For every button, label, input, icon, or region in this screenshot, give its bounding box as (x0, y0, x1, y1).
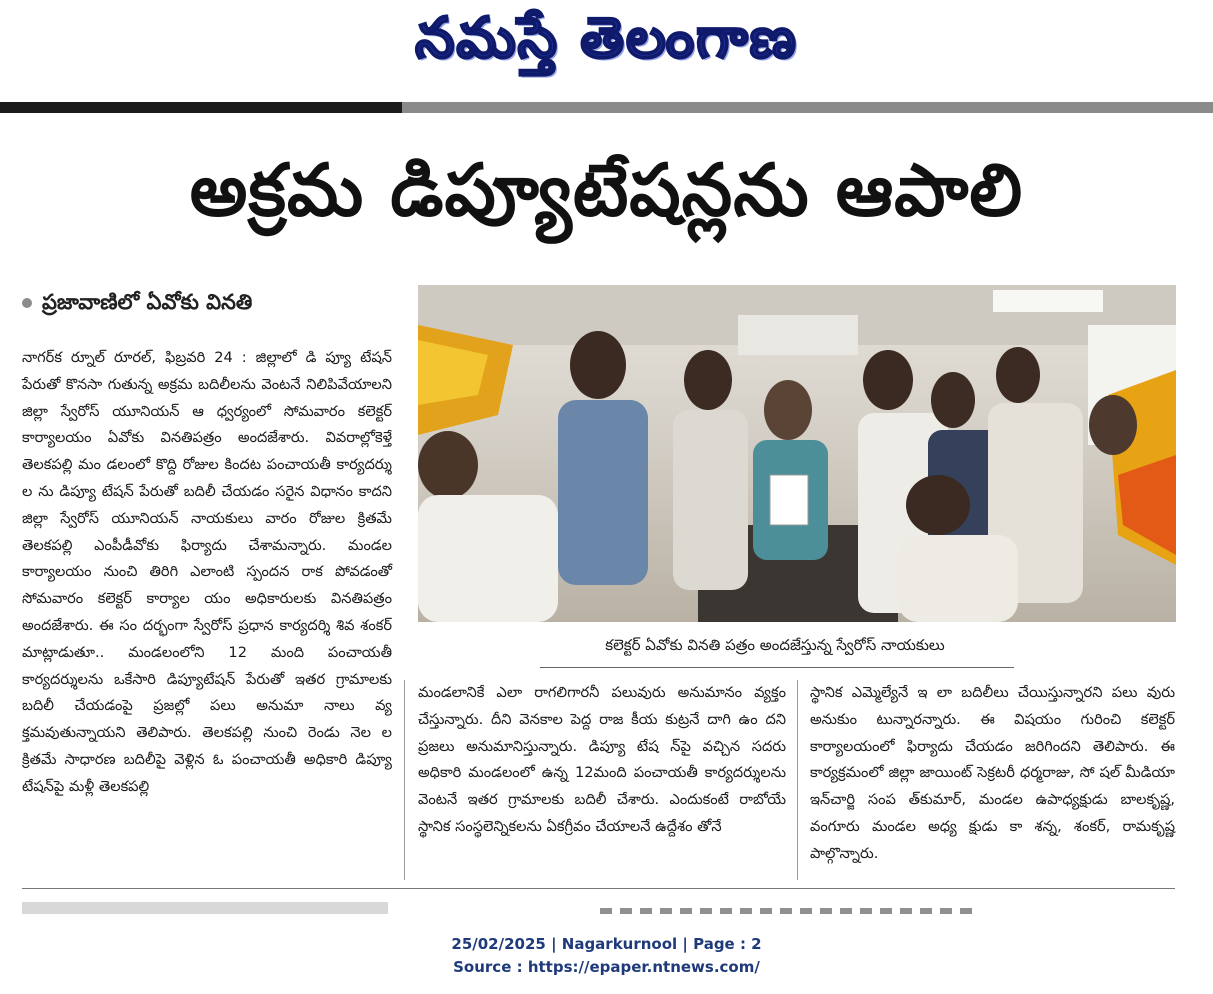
article-column-2 (418, 680, 786, 841)
column-2-text: మండలానికే ఎలా రాగలిగారనీ పలువురు అనుమానం వ్యక్తం చేస్తున్నారు. దీని వెనకాల పెద్ద రాజ కీయ కుట్రనే దాగి ఉం దని ప్రజలు అనుమానిస్తున్నారు. డిప్యూ టేష న్‌పై వచ్చిన సదరు అధికారి మండలంలో ఉన్న 12మంది పంచాయతీ కార్యదర్శులను వెంటనే ఇతర గ్రామాలకు బదిలీ చేశారు. ఎందుకంటే రాబోయే స్థానిక సంస్థలెన్నికలను ఏకగ్రీవం చేయాలనే ఉద్దేశం తోనే (418, 684, 786, 835)
column-divider-2 (797, 680, 798, 880)
footer-source-line: Source : https://epaper.ntnews.com/ (453, 958, 760, 976)
cropped-strip (22, 902, 388, 914)
article-column-3 (810, 680, 1175, 868)
column-divider-1 (404, 680, 405, 880)
masthead-rule-grey (402, 102, 1213, 113)
article-photo (418, 285, 1176, 622)
footer-date-line: 25/02/2025 | Nagarkurnool | Page : 2 (451, 935, 762, 953)
photo-illustration (418, 285, 1176, 622)
bullet-icon (22, 298, 32, 308)
bottom-rule (22, 888, 1175, 889)
photo-caption: కలెక్టర్ ఏవోకు వినతి పత్రం అందజేస్తున్న స్వేరోస్ నాయకులు (605, 636, 945, 654)
column-1-text: నాగర్‌క ర్నూల్ రూరల్, ఫిబ్రవరి 24 : జిల్లాలో డి ప్యూ టేషన్ పేరుతో కొనసా గుతున్న అక్రమ బదిలీలను వెంటనే నిలిపివేయాలని జిల్లా స్వేరోస్ యూనియన్ ఆ ధ్వర్యంలో సోమవారం కలెక్టర్ కార్యాలయం ఏవోకు వినతిపత్రం అందజేశారు. వివరాల్లోకెళ్తే తెలకపల్లి మం డలంలో కొద్ది రోజుల కిందట పంచాయతీ కార్యదర్శు ల ను డిప్యూ టేషన్ పేరుతో బదిలీ చేయడం సరైన విధానం కాదని జిల్లా స్వేరోస్ యూనియన్ నాయకులు వారం రోజుల క్రితమే తెలకపల్లి ఎంపీడీవోకు ఫిర్యాదు చేశామన్నారు. మండల కార్యాలయం నుంచి తిరిగి ఎలాంటి స్పందన రాక పోవడంతో సోమవారం కలెక్టర్ కార్యాల యం అధికారులకు వినతిపత్రం అందజేశారు. ఈ సం దర్భంగా స్వేరోస్ ప్రధాన కార్యదర్శి శివ శంకర్ మాట్లాడుతూ.. మండలంలోని 12 మంది పంచాయతీ కార్యదర్శులను ఒకేసారి డిప్యూటేషన్ పేరుతో ఇతర గ్రామాలకు బదిలీ చేయడంపై ప్రజల్లో పలు అనుమా నాలు వ్య క్తమవుతున్నాయని తెలిపారు. తెలకపల్లి నుంచి రెండు నెల ల క్రితమే సాధారణ బదిలీపై వెళ్లిన ఓ పంచాయతీ అధికారి డిప్యూ టేషన్‌పై మళ్లీ తెలకపల్లి (22, 349, 392, 795)
subhead-text: ప్రజావాణిలో ఏవోకు వినతి (42, 290, 253, 314)
caption-rule (540, 667, 1014, 668)
page-footer (0, 933, 1213, 979)
masthead (0, 0, 1213, 100)
cropped-next-headline (600, 908, 980, 914)
newspaper-logo: నమస్తే తెలంగాణ (415, 6, 798, 71)
masthead-rule-dark (0, 102, 402, 113)
article-subhead (22, 290, 402, 320)
article-headline: అక్రమ డిప్యూటేషన్లను ఆపాలి (189, 148, 1024, 232)
article-column-1 (22, 345, 392, 801)
column-3-text: స్థానిక ఎమ్మెల్యేనే ఇ లా బదిలీలు చేయిస్తున్నారని పలు వురు అనుకుం టున్నారన్నారు. ఈ విషయం గురించి కలెక్టర్ కార్యాలయంలో ఫిర్యాదు చేయడం జరిగిందని తెలిపారు. ఈ కార్యక్రమంలో జిల్లా జాయింట్ సెక్రటరీ ధర్మరాజు, సో షల్ మీడియా ఇన్‌చార్జి సంప త్‌కుమార్, మండల ఉపాధ్యక్షుడు బాలకృష్ణ, వంగూరు మండల అధ్య క్షుడు కా శన్న, శంకర్, రామకృష్ణ పాల్గొన్నారు. (810, 684, 1175, 862)
